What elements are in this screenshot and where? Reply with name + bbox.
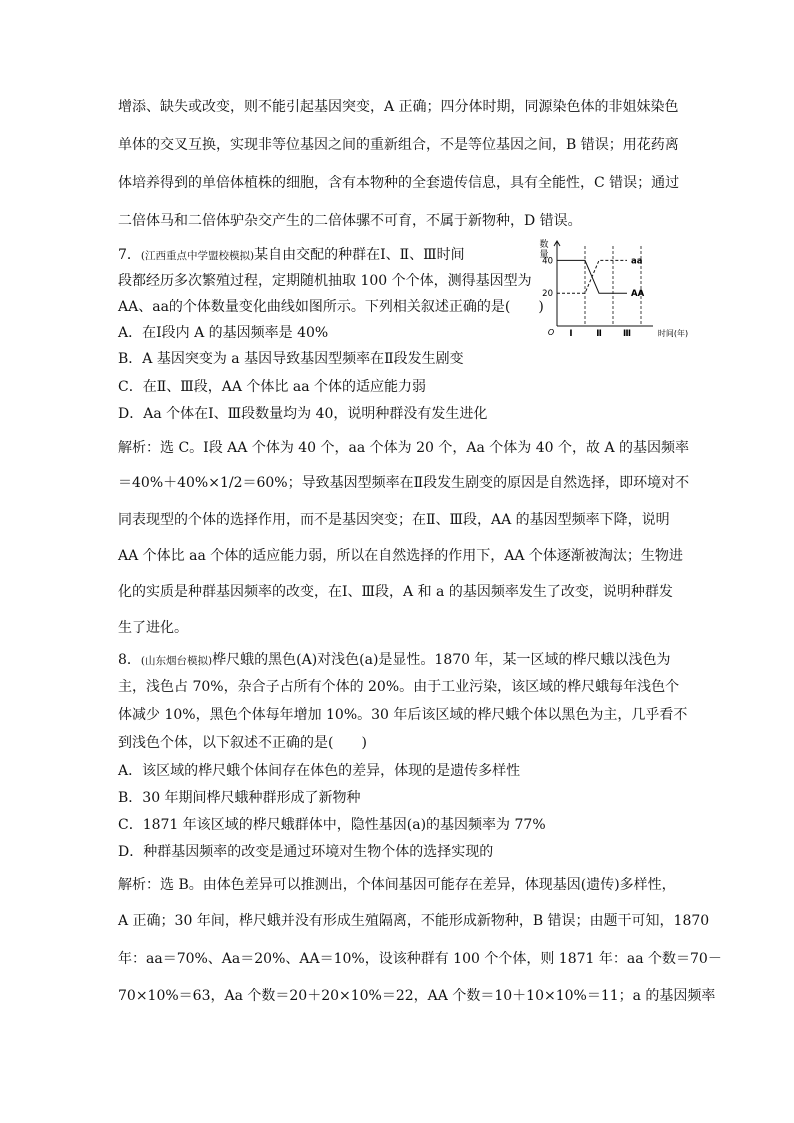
stem-text: 某自由交配的种群在Ⅰ、Ⅱ、Ⅲ时间 bbox=[254, 247, 465, 263]
series-label-aa: AA bbox=[631, 289, 645, 300]
option-a: A．在Ⅰ段内 A 的基因频率是 40% bbox=[118, 325, 329, 341]
option-c: C．在Ⅱ、Ⅲ段，AA 个体比 aa 个体的适应能力弱 bbox=[118, 379, 426, 395]
chart-ticks bbox=[542, 256, 688, 339]
text-line: 二倍体马和二倍体驴杂交产生的二倍体骡不可育，不属于新物种，D 错误。 bbox=[118, 213, 582, 229]
chart-series bbox=[557, 256, 645, 299]
analysis-line: 解析：选 C。Ⅰ段 AA 个体为 40 个，aa 个体为 20 个，Aa 个体为 40 个，故 A 的基因频率 bbox=[118, 440, 690, 456]
option-b: B．30 年期间桦尺蛾种群形成了新物种 bbox=[118, 790, 361, 806]
x-tick-label: Ⅰ bbox=[569, 329, 573, 339]
analysis-line: 生了进化。 bbox=[118, 620, 188, 636]
analysis-line: 年：aa＝70%、Aa＝20%、AA＝10%，设该种群有 100 个个体，则 1871 年：aa 个数＝70－ bbox=[118, 951, 722, 967]
question-7-stem-line: AA、aa的个体数量变化曲线如图所示。下列相关叙述正确的是( ) bbox=[118, 299, 544, 315]
question-8-stem-line: 体减少 10%，黑色个体每年增加 10%。30 年后该区域的桦尺蛾个体以黑色为主，几乎看不 bbox=[118, 707, 688, 723]
genotype-count-chart bbox=[533, 238, 689, 339]
analysis-line: 解析：选 B。由体色差异可以推测出，个体间基因可能存在差异，体现基因(遗传)多样性， bbox=[118, 877, 676, 893]
series-line-aa bbox=[557, 260, 627, 293]
x-tick-label: Ⅲ bbox=[622, 329, 632, 339]
option-c: C．1871 年该区域的桦尺蛾群体中，隐性基因(a)的基因频率为 77% bbox=[118, 817, 546, 833]
analysis-line: 同表现型的个体的选择作用，而不是基因突变；在Ⅱ、Ⅲ段，AA 的基因型频率下降，说明 bbox=[118, 512, 670, 528]
question-source: (江西重点中学盟校模拟) bbox=[140, 250, 255, 262]
option-b: B．A 基因突变为 a 基因导致基因型频率在Ⅱ段发生剧变 bbox=[118, 351, 464, 367]
y-axis-label-char: 量 bbox=[539, 250, 549, 260]
question-7-stem-line bbox=[118, 246, 465, 265]
question-7-stem-line: 段都经历多次繁殖过程，定期随机抽取 100 个个体，测得基因型为 bbox=[118, 273, 532, 289]
question-8-stem-line bbox=[118, 651, 671, 670]
series-label-aa: aa bbox=[631, 256, 643, 267]
chart-axes bbox=[539, 238, 653, 326]
stem-text: 桦尺蛾的黑色(A)对浅色(a)是显性。1870 年，某一区域的桦尺蛾以浅色为 bbox=[212, 652, 671, 668]
y-tick-label: 40 bbox=[542, 256, 553, 267]
question-number: 8． bbox=[118, 652, 141, 668]
x-tick-label: Ⅱ bbox=[596, 329, 602, 339]
question-source: (山东烟台模拟) bbox=[140, 655, 213, 667]
option-d: D．Aa 个体在Ⅰ、Ⅲ段数量均为 40，说明种群没有发生进化 bbox=[118, 406, 488, 422]
question-number: 7． bbox=[118, 247, 141, 263]
y-tick-label: 20 bbox=[542, 289, 553, 300]
y-axis-label-char: 数 bbox=[539, 240, 549, 250]
text-line: 单体的交叉互换，实现非等位基因之间的重新组合，不是等位基因之间，B 错误；用花药离 bbox=[118, 137, 679, 153]
text-line: 增添、缺失或改变，则不能引起基因突变，A 正确；四分体时期，同源染色体的非姐妹染色 bbox=[118, 99, 679, 115]
option-d: D．种群基因频率的改变是通过环境对生物个体的选择实现的 bbox=[118, 844, 494, 860]
option-a: A．该区域的桦尺蛾个体间存在体色的差异，体现的是遗传多样性 bbox=[118, 763, 521, 779]
analysis-line: AA 个体比 aa 个体的适应能力弱，所以在自然选择的作用下，AA 个体逐渐被淘汰；生物进 bbox=[118, 548, 683, 564]
analysis-line: A 正确；30 年间，桦尺蛾并没有形成生殖隔离，不能形成新物种，B 错误；由题干可知，1870 bbox=[118, 913, 710, 929]
x-axis-label: 时间(年) bbox=[657, 329, 689, 338]
analysis-line: 化的实质是种群基因频率的改变，在Ⅰ、Ⅲ段，A 和 a 的基因频率发生了改变，说明种群发 bbox=[118, 584, 673, 600]
question-8-stem-line: 到浅色个体，以下叙述不正确的是( ) bbox=[118, 735, 367, 751]
origin-label: O bbox=[547, 328, 555, 337]
question-8-stem-line: 主，浅色占 70%，杂合子占所有个体的 20%。由于工业污染，该区域的桦尺蛾每年浅色个 bbox=[118, 679, 680, 695]
analysis-line: ＝40%＋40%×1/2＝60%；导致基因型频率在Ⅱ段发生剧变的原因是自然选择，即环境对不 bbox=[118, 475, 690, 491]
analysis-line: 70×10%＝63，Aa 个数＝20＋20×10%＝22，AA 个数＝10＋10×10%＝11；a 的基因频率 bbox=[118, 988, 716, 1004]
text-line: 体培养得到的单倍体植株的细胞，含有本物种的全套遗传信息，具有全能性，C 错误；通过 bbox=[118, 175, 680, 191]
